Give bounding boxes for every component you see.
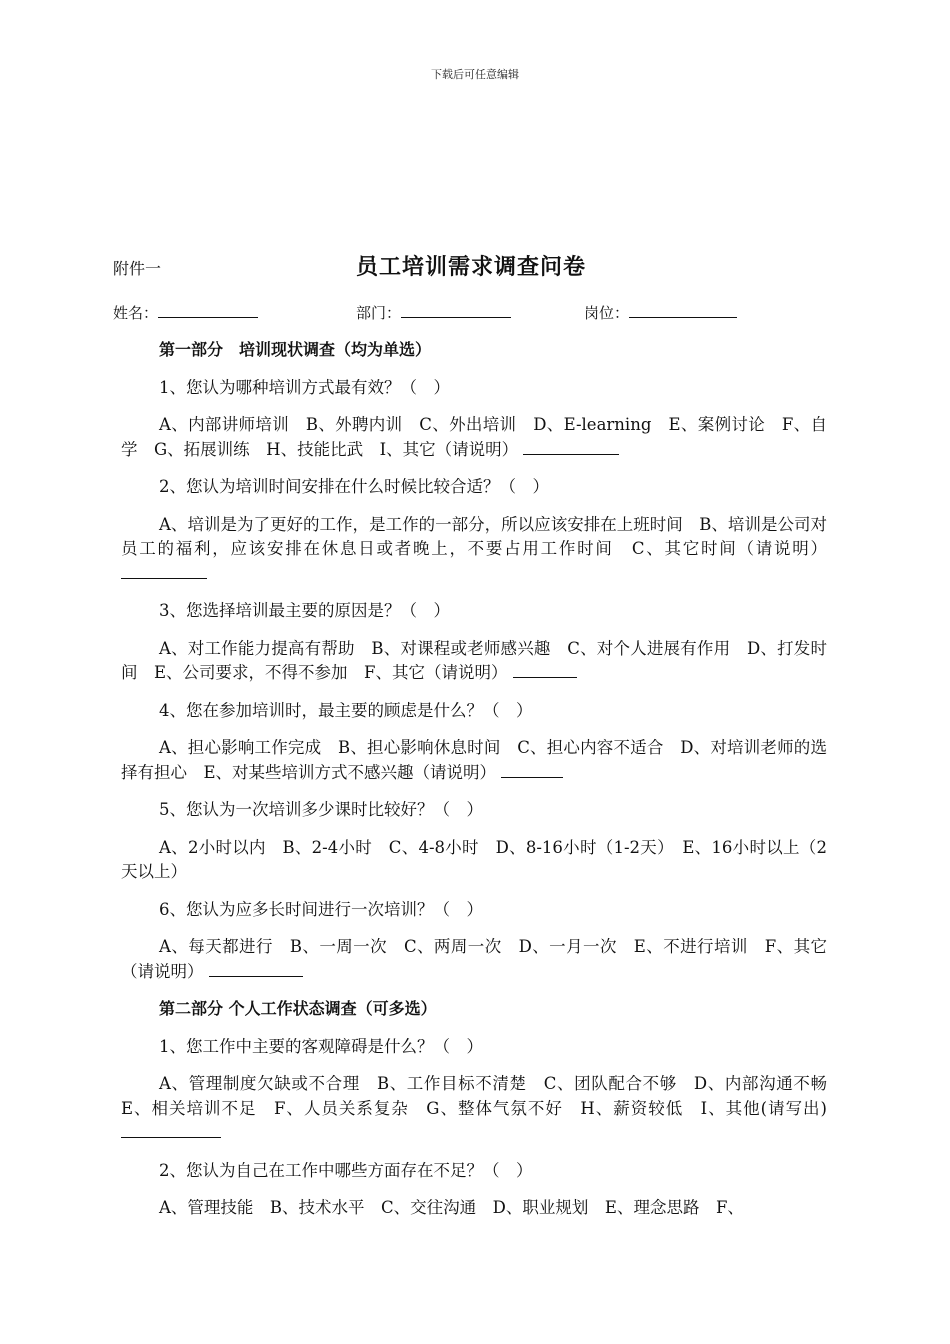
page-header: 下载后可任意编辑 [431,68,519,81]
question-text: 6、您认为应多长时间进行一次培训？（ ） [159,899,483,919]
question-text: 2、您认为培训时间安排在什么时候比较合适？（ ） [159,477,549,496]
name-field [113,302,258,323]
question-text: 4、您在参加培训时，最主要的顾虑是什么？（ ） [159,700,533,720]
section-heading-part1: 第一部分 培训现状调查（均为单选） [159,340,432,359]
question-options: A、管理制度欠缺或不合理 B、工作目标不清楚 C、团队配合不够 D、内部沟通不畅 E、相关培训不足 F、人员关系复杂 G、整体气氛不好 H、薪资较低 I、其他(请写出) [121,1072,827,1146]
question-text: 5、您认为一次培训多少课时比较好？（ ） [159,800,483,819]
question-options: A、对工作能力提高有帮助 B、对课程或老师感兴趣 C、对个人进展有作用 D、打发时间 E、公司要求，不得不参加 F、其它（请说明） [121,638,827,682]
document-title: 员工培训需求调查问卷 [356,254,587,280]
question-text: 3、您选择培训最主要的原因是？（ ） [159,601,450,620]
post-blank[interactable] [629,303,737,318]
name-blank[interactable] [158,303,258,318]
questionnaire-body [121,338,844,1234]
name-label: 姓名： [113,304,159,322]
answer-blank[interactable] [501,763,563,778]
answer-blank[interactable] [209,962,303,977]
question-options: A、内部讲师培训 B、外聘内训 C、外出培训 D、E-learning E、案例讨论 F、自学 G、拓展训练 H、技能比武 I、其它（请说明） [121,415,827,459]
post-field [584,302,737,323]
answer-blank[interactable] [513,663,577,678]
question-options: A、每天都进行 B、一周一次 C、两周一次 D、一月一次 E、不进行培训 F、其它（请说明） [121,937,827,981]
question-text: 1、您工作中主要的客观障碍是什么？（ ） [159,1036,483,1056]
title-row [113,250,833,280]
answer-blank[interactable] [121,564,207,579]
question-options: A、管理技能 B、技术水平 C、交往沟通 D、职业规划 E、理念思路 F、 [159,1198,744,1217]
question-options: A、培训是为了更好的工作，是工作的一部分，所以应该安排在上班时间 B、培训是公司对员工的福利，应该安排在休息日或者晚上，不要占用工作时间 C、其它时间（请说明） [121,513,827,587]
dept-field [356,302,511,323]
post-label: 岗位： [584,304,630,322]
answer-blank[interactable] [523,440,619,455]
dept-label: 部门： [356,304,402,322]
dept-blank[interactable] [401,303,511,318]
question-options: A、担心影响工作完成 B、担心影响休息时间 C、担心内容不适合 D、对培训老师的选择有担心 E、对某些培训方式不感兴趣（请说明） [121,738,827,782]
annex-label: 附件一 [113,259,162,278]
question-text: 2、您认为自己在工作中哪些方面存在不足？（ ） [159,1160,533,1180]
question-text: 1、您认为哪种培训方式最有效？（ ） [159,377,450,397]
answer-blank[interactable] [121,1123,221,1138]
section-heading-part2: 第二部分 个人工作状态调查（可多选） [159,999,437,1018]
question-options: A、2小时以内 B、2-4小时 C、4-8小时 D、8-16小时（1-2天） E、16小时以上（2天以上） [121,837,827,881]
